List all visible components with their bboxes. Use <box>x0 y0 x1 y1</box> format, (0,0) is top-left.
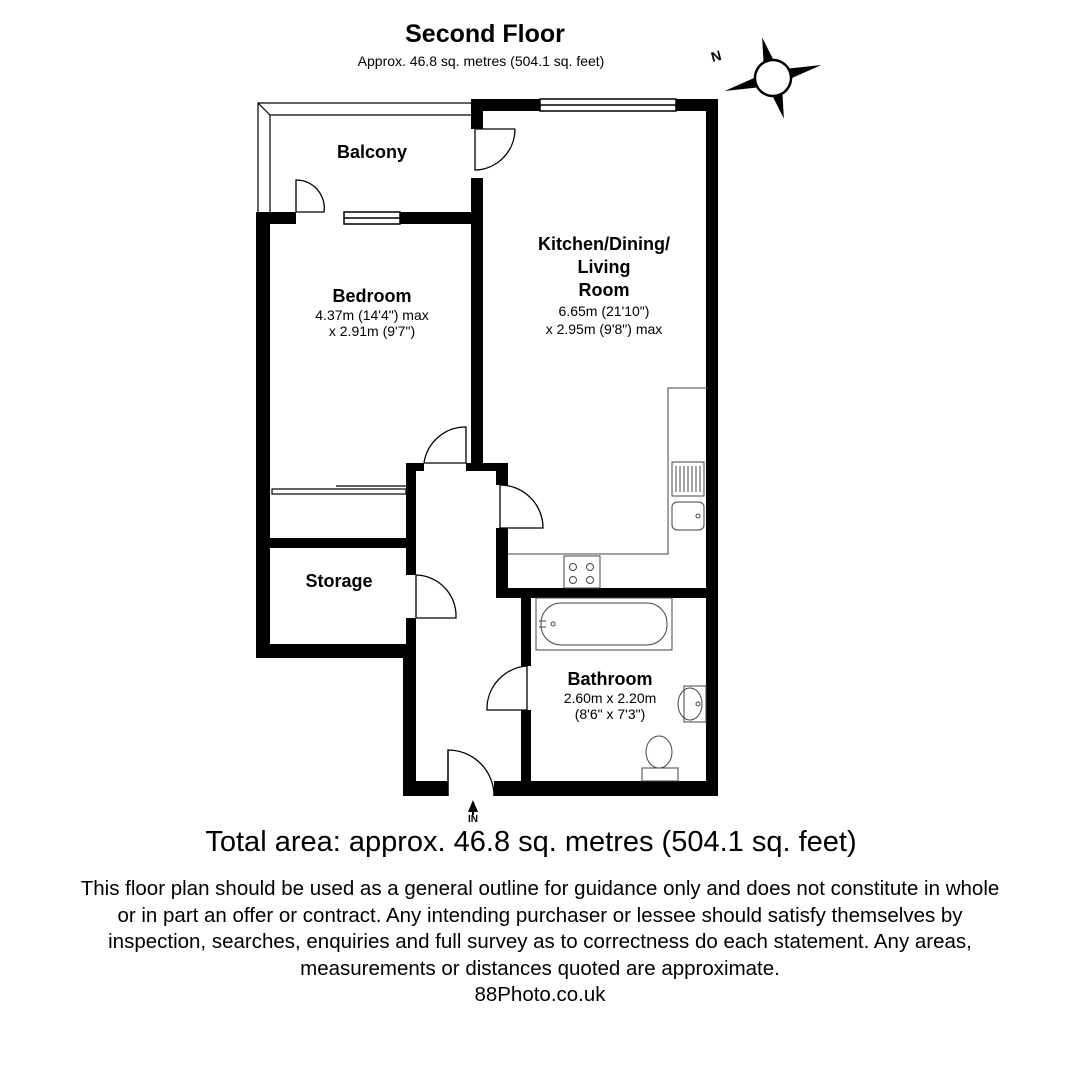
bathroom-label <box>540 669 680 722</box>
disclaimer-line: This floor plan should be used as a general outline for guidance only and does not constitute in whole <box>80 877 1000 900</box>
bedroom-name: Bedroom <box>332 286 412 306</box>
kitchen-name-line3: Room <box>578 280 630 300</box>
kitchen-dim-2: x 2.95m (9'8") max <box>545 321 663 337</box>
plan-title: Second Floor <box>405 20 565 48</box>
bath <box>536 598 672 650</box>
kitchen-label <box>506 233 702 338</box>
north-label: N <box>709 46 724 66</box>
bathroom-basin <box>684 686 706 722</box>
toilet-cistern <box>642 768 678 781</box>
bathroom-dim-1: 2.60m x 2.20m <box>563 690 657 706</box>
bathroom-name: Bathroom <box>567 669 653 689</box>
hob <box>564 556 600 588</box>
kitchen-dim-1: 6.65m (21'10") <box>558 303 650 319</box>
bedroom-dim-1: 4.37m (14'4") max <box>315 307 429 323</box>
bathroom-dim-2: (8'6" x 7'3") <box>574 706 646 722</box>
compass-icon <box>714 24 832 131</box>
disclaimer-line: measurements or distances quoted are approximate. <box>300 956 780 980</box>
disclaimer <box>20 876 1060 1009</box>
toilet-bowl <box>646 736 672 768</box>
wardrobe-doors <box>272 486 406 494</box>
storage-label: Storage <box>305 571 373 591</box>
balcony-label: Balcony <box>336 142 408 162</box>
bedroom-dim-2: x 2.91m (9'7") <box>328 323 416 339</box>
kitchen-units <box>508 388 708 588</box>
disclaimer-line: inspection, searches, enquiries and full survey as to correctness do each statement. Any areas, <box>108 930 972 953</box>
entrance-label: IN <box>468 814 478 825</box>
kitchen-name-line2: Living <box>577 257 631 277</box>
total-area: Total area: approx. 46.8 sq. metres (504.1 sq. feet) <box>205 826 857 858</box>
doors <box>296 129 543 796</box>
kitchen-sink <box>672 502 704 530</box>
plan-subtitle: Approx. 46.8 sq. metres (504.1 sq. feet) <box>357 53 605 69</box>
credit: 88Photo.co.uk <box>474 983 606 1006</box>
disclaimer-line: or in part an offer or contract. Any intending purchaser or lessee should satisfy themselves by <box>117 903 963 927</box>
bedroom-label <box>290 286 454 339</box>
kitchen-name-line1: Kitchen/Dining/ <box>538 234 670 254</box>
